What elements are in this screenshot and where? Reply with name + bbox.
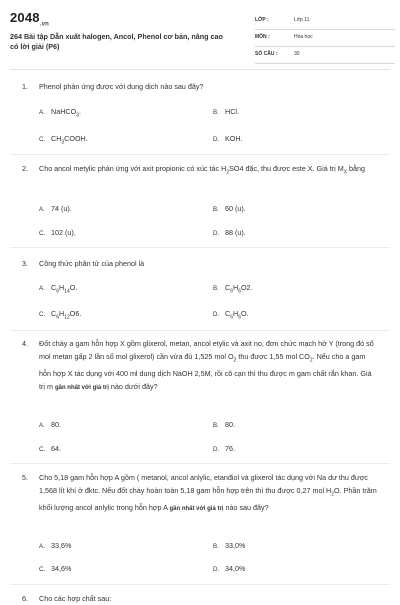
option-letter: C. <box>39 446 46 453</box>
question-number: 3. <box>22 259 28 268</box>
option-a[interactable] <box>39 541 71 550</box>
option-letter: A. <box>39 422 45 429</box>
logo-suffix: .vn <box>39 21 50 28</box>
option-letter: B. <box>213 543 219 550</box>
option-a[interactable] <box>39 283 77 294</box>
option-text: NaHCO$_3$. <box>51 107 81 119</box>
option-c[interactable] <box>39 134 88 145</box>
question-number: 4. <box>22 339 28 348</box>
option-b[interactable] <box>213 107 239 116</box>
option-text: 64. <box>51 444 61 453</box>
logo-text: 2048 <box>10 10 40 25</box>
option-text: 88 (u). <box>225 228 246 237</box>
option-letter: A. <box>39 109 45 116</box>
option-text: 34,6% <box>51 564 72 573</box>
option-letter: B. <box>213 285 219 292</box>
info-row-subject <box>255 30 395 47</box>
option-letter: D. <box>213 566 220 573</box>
option-letter: D. <box>213 446 220 453</box>
info-value: Hóa học <box>294 34 313 40</box>
option-d[interactable] <box>213 309 249 320</box>
option-letter: B. <box>213 422 219 429</box>
question-text: Cho các hợp chất sau: <box>39 594 112 603</box>
question-text: Phenol phản ứng được với dung dịch nào sau đây? <box>39 82 204 91</box>
info-table <box>255 13 395 64</box>
question-divider <box>10 584 390 585</box>
header-divider <box>10 69 390 70</box>
option-b[interactable] <box>213 420 235 429</box>
option-text: 60 (u). <box>225 204 246 213</box>
option-text: 80. <box>51 420 61 429</box>
option-text: 102 (u). <box>51 228 76 237</box>
option-text: $CH_3COOH$. <box>51 134 88 146</box>
option-d[interactable] <box>213 444 235 453</box>
option-text: $C_6H_{14}O$. <box>51 283 78 295</box>
document-title: 264 Bài tập Dẫn xuất halogen, Ancol, Phenol cơ bản, nâng cao có lời giải (P6) <box>10 32 223 51</box>
option-text: 33,6% <box>51 541 72 550</box>
question-divider <box>10 154 390 155</box>
info-label: MÔN : <box>255 34 270 40</box>
option-letter: D. <box>213 311 220 318</box>
option-letter: C. <box>39 136 46 143</box>
option-text: 34,0% <box>225 564 246 573</box>
site-logo[interactable] <box>10 10 49 28</box>
option-b[interactable] <box>213 541 245 550</box>
question-divider <box>10 330 390 331</box>
option-b[interactable] <box>213 204 246 213</box>
option-b[interactable] <box>213 283 253 294</box>
option-a[interactable] <box>39 107 81 118</box>
option-text: 76. <box>225 444 235 453</box>
option-text: $C_6H_6O$. <box>225 309 249 321</box>
option-letter: B. <box>213 206 219 213</box>
option-c[interactable] <box>39 228 76 237</box>
info-value: Lớp 11 <box>294 17 310 23</box>
option-text: $C_6H_{12}O6$. <box>51 309 82 321</box>
info-label: SỐ CÂU : <box>255 51 278 57</box>
question-number: 6. <box>22 594 28 603</box>
option-c[interactable] <box>39 564 71 573</box>
question-divider <box>10 463 390 464</box>
option-letter: A. <box>39 543 45 550</box>
question-number: 5. <box>22 473 28 482</box>
option-d[interactable] <box>213 134 243 143</box>
info-value: 30 <box>294 51 300 57</box>
option-a[interactable] <box>39 420 61 429</box>
option-letter: A. <box>39 206 45 213</box>
option-letter: C. <box>39 311 46 318</box>
question-number: 1. <box>22 82 28 91</box>
option-d[interactable] <box>213 564 245 573</box>
option-text: 80. <box>225 420 235 429</box>
option-letter: D. <box>213 230 220 237</box>
option-letter: C. <box>39 566 46 573</box>
info-row-class <box>255 13 395 30</box>
option-c[interactable] <box>39 444 61 453</box>
question-text: Đốt cháy a gam hỗn hợp X gồm glixerol, metan, ancol etylic và axit no, đơn chức mạch hở Y (trong đó số mol metan gấp 2 lần số mol glixerol) cần vừa đủ 1,525 mol $O_2$ thu được 1,55 mol $CO_2$. Nếu cho a gam hỗn hợp X tác dụng với 400 ml dung dịch NaOH 2,5M, rồi cô cạn thì thu được m gam chất rắn khan. Giá trị m gần nhất với giá trị nào dưới đây? <box>39 339 374 392</box>
option-letter: D. <box>213 136 220 143</box>
option-d[interactable] <box>213 228 246 237</box>
option-letter: C. <box>39 230 46 237</box>
question-text: Công thức phân tử của phenol là <box>39 259 145 268</box>
option-c[interactable] <box>39 309 81 320</box>
question-divider <box>10 247 390 248</box>
option-text: HCl. <box>225 107 239 116</box>
question-number: 2. <box>22 164 28 173</box>
question-text: Cho ancol metylic phản ứng với axit propionic có xúc tác $H_2SO4$ đặc, thu được este X. Giá trị $M_X$ bằng <box>39 164 366 176</box>
info-row-count <box>255 47 395 64</box>
info-label: LỚP : <box>255 17 269 23</box>
option-text: KOH. <box>225 134 243 143</box>
option-text: 33,0% <box>225 541 246 550</box>
question-text: Cho 5,18 gam hỗn hợp A gồm ( metanol, ancol anlylic, etanđiol và glixerol tác dụng với Na dư thu được 1,568 lít khí ở đktc. Nếu đốt cháy hoàn toàn 5,18 gam hỗn hợp trên thì thu được 0,27 mol $H_2O$. Phần trăm khối lượng ancol anlylic trong hỗn hợp A gần nhất với giá trị nào sau đây? <box>39 473 377 513</box>
option-text: $C_6H_6O2$. <box>225 283 253 295</box>
page-header <box>10 10 390 60</box>
option-letter: A. <box>39 285 45 292</box>
option-text: 74 (u). <box>51 204 72 213</box>
option-letter: B. <box>213 109 219 116</box>
option-a[interactable] <box>39 204 72 213</box>
